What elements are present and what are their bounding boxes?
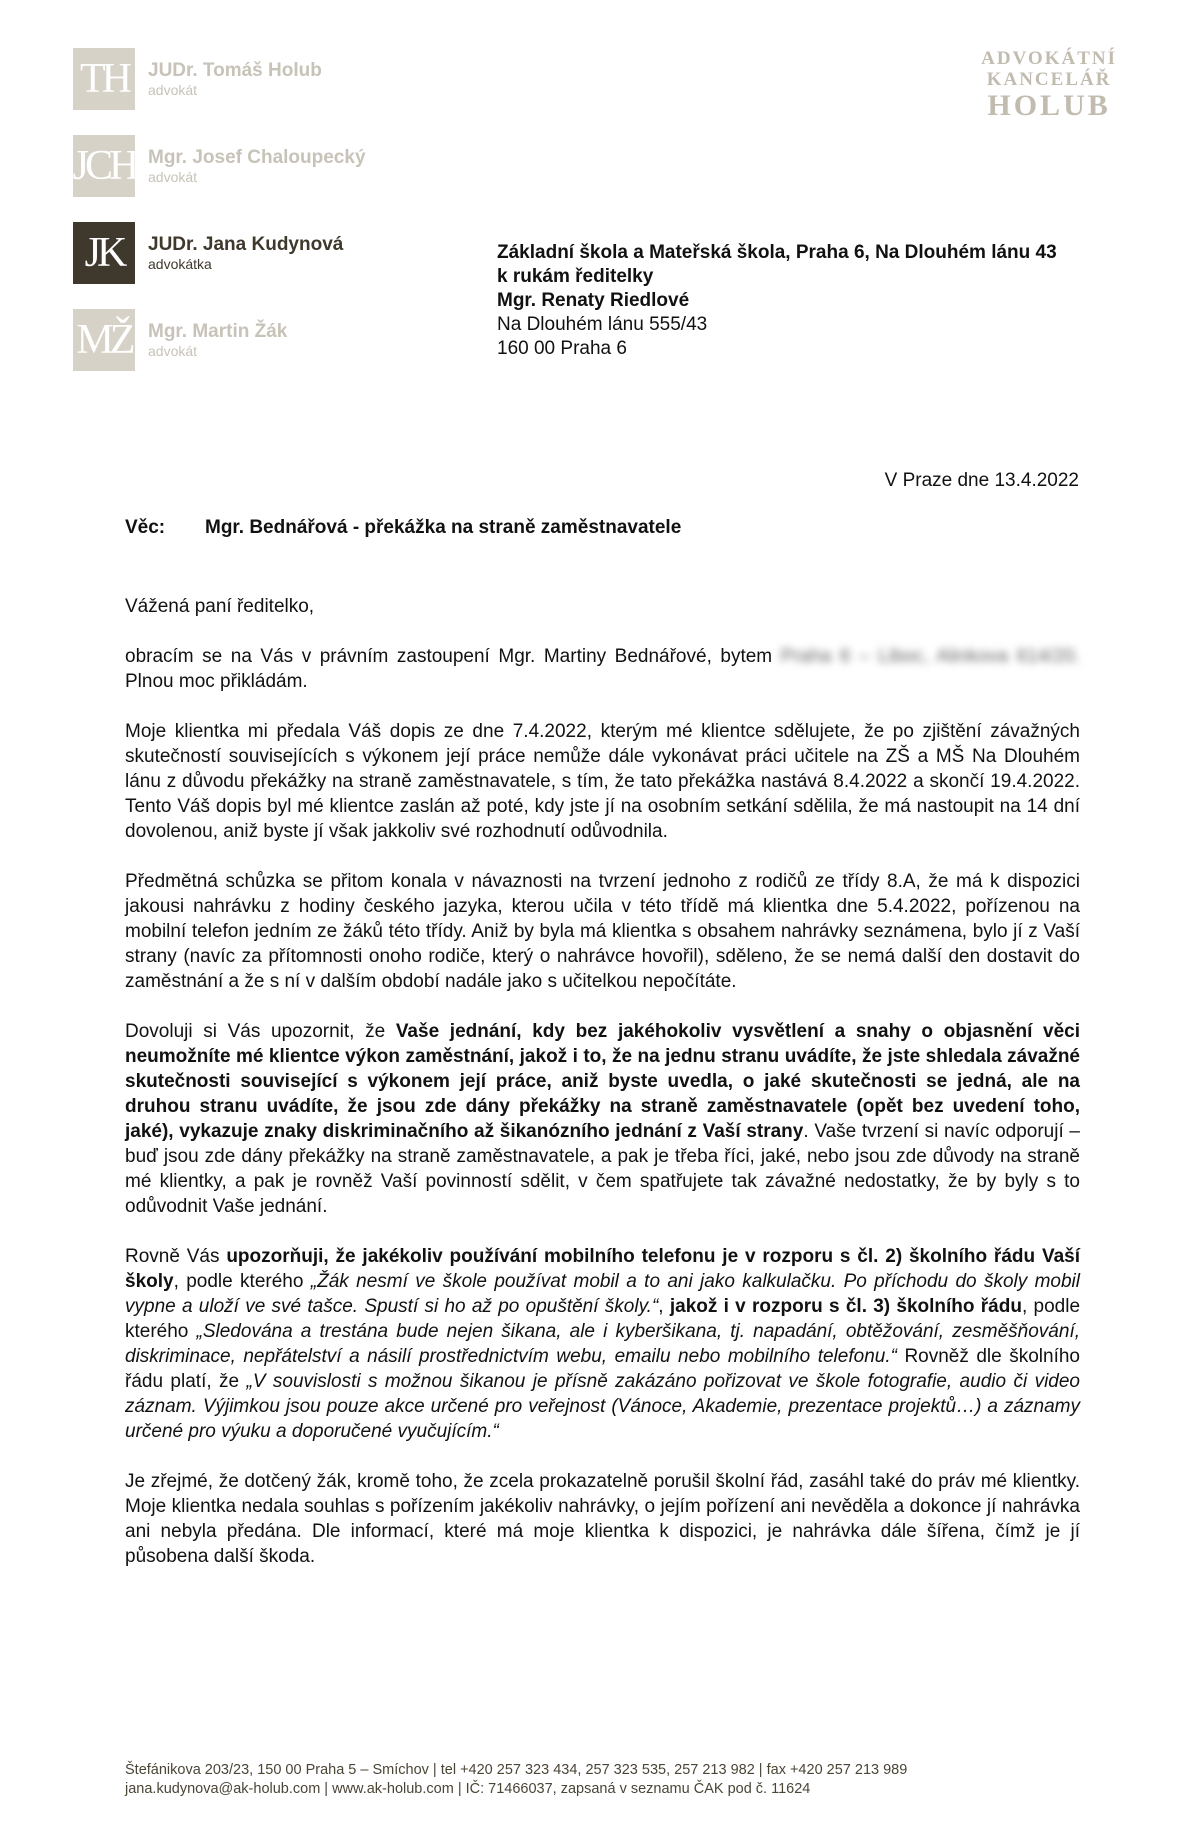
paragraph-5	[125, 1244, 1080, 1444]
lawyer-zak	[73, 309, 287, 371]
p5-text-e: ,	[658, 1296, 670, 1317]
chaloupecky-monogram: JCH	[73, 135, 135, 197]
p1-text: obracím se na Vás v právním zastoupení Mgr. Martiny Bednářové, bytem	[125, 646, 773, 667]
firm-line-1: ADVOKÁTNÍ	[981, 48, 1117, 69]
footer-line-1: Štefánikova 203/23, 150 00 Praha 5 – Smíchov | tel +420 257 323 434, 257 323 535, 257 213 982 | fax +420 257 213 989	[125, 1762, 908, 1778]
recipient-line-2: k rukám ředitelky	[497, 266, 654, 287]
recipient-address	[497, 241, 1057, 361]
firm-line-3: HOLUB	[987, 89, 1111, 122]
zak-monogram: MŽ	[73, 309, 135, 371]
p5-bold-2: jakož i v rozporu s čl. 3) školního řádu	[669, 1296, 1022, 1317]
paragraph-2: Moje klientka mi předala Váš dopis ze dne 7.4.2022, kterým mé klientce sdělujete, že po zjištění závažných skutečností souvisejících s výkonem její práce nemůže dále vykonávat práci učitele na ZŠ a MŠ Na Dlouhém lánu z důvodu překážky na straně zaměstnavatele, s tím, že tato překážka nastává 8.4.2022 a skončí 19.4.2022. Tento Váš dopis byl mé klientce zaslán až poté, kdy jste jí na osobním setkání sdělila, že má nastoupit na 14 dní dovolenou, aniž byste jí však jakkoliv své rozhodnutí odůvodnila.	[125, 721, 1080, 842]
subject-label: Věc:	[125, 517, 166, 538]
paragraph-1	[125, 644, 1080, 694]
paragraph-4	[125, 1019, 1080, 1219]
lawyer-title: advokát	[148, 82, 198, 98]
letter-date: V Praze dne 13.4.2022	[884, 470, 1079, 491]
subject-line	[125, 517, 681, 539]
p5-text-i: Rovněž dle školního řádu platí, že	[125, 1346, 1080, 1392]
redacted-address: Praha 6 – Liboc, Alinkova 614/20.	[780, 646, 1080, 667]
lawyer-name: Mgr. Josef Chaloupecký	[148, 147, 366, 168]
firm-logo	[981, 48, 1117, 122]
recipient-line-3: Mgr. Renaty Riedlové	[497, 290, 690, 311]
p4-bold: Vaše jednání, kdy bez jakéhokoliv vysvětlení a snahy o objasnění věci neumožníte mé klientce výkon zaměstnání, jakož i to, že na jednu stranu uvádíte, že jste shledala závažné skutečnosti související s výkonem její práce, aniž byste uvedla, o jaké skutečnosti se jedná, ale na druhou stranu uvádíte, že jsou zde dány překážky na straně zaměstnavatele (opět bez uvedení toho, jaké), vykazuje znaky diskriminačního až šikanózního jednání z Vaší strany	[125, 1021, 1080, 1142]
salutation: Vážená paní ředitelko,	[125, 596, 315, 617]
subject-text: Mgr. Bednářová - překážka na straně zaměstnavatele	[205, 517, 682, 538]
recipient-line-4: Na Dlouhém lánu 555/43	[497, 314, 708, 335]
lawyer-name: Mgr. Martin Žák	[148, 321, 288, 342]
p5-quote-1: „Žák nesmí ve škole používat mobil a to ani jako kalkulačku. Po příchodu do školy mobil vypne a uloží ve své tašce. Spustí si ho až po opuštění školy.“	[125, 1271, 1080, 1317]
recipient-line-5: 160 00 Praha 6	[497, 338, 627, 359]
lawyer-title: advokát	[148, 169, 198, 185]
p5-text-g: , podle kterého	[125, 1296, 1081, 1342]
lawyer-title: advokát	[148, 343, 198, 359]
lawyer-name: JUDr. Tomáš Holub	[148, 60, 322, 81]
p5-quote-3: „V souvislosti s možnou šikanou je přísně zakázáno pořizovat ve škole fotografie, audio či video záznam. Výjimkou jsou pouze akce určené pro veřejnost (Vánoce, Akademie, prezentace projektů…) a záznamy určené pro výuku a doporučené vyučujícím.“	[125, 1371, 1080, 1442]
recipient-line-1: Základní škola a Mateřská škola, Praha 6, Na Dlouhém lánu 43	[497, 242, 1057, 263]
p5-text-a: Rovně Vás	[125, 1246, 227, 1267]
p1-text-end: Plnou moc přikládám.	[125, 671, 308, 692]
paragraph-3: Předmětná schůzka se přitom konala v návaznosti na tvrzení jednoho z rodičů ze třídy 8.A, že má k dispozici jakousi nahrávku z hodiny českého jazyka, kterou učila v této třídě má klientka dne 5.4.2022, pořízenou na mobilní telefon jedním ze žáků této třídy. Aniž by byla má klientka s obsahem nahrávky seznámena, bylo jí z Vaší strany (navíc za přítomnosti onoho rodiče, který o nahrávce hovořil), sděleno, že se nemá další den dostavit do zaměstnání a že s ní v dalším období nadále jako s učitelkou nepočítáte.	[125, 871, 1080, 992]
p4-text-a: Dovoluji si Vás upozornit, že	[125, 1021, 396, 1042]
lawyer-kudynova	[73, 222, 343, 284]
p5-text-c: , podle kterého	[173, 1271, 311, 1292]
lawyer-chaloupecky	[73, 135, 366, 197]
footer	[125, 1761, 907, 1799]
kudynova-monogram: JK	[73, 222, 135, 284]
lawyer-name: JUDr. Jana Kudynová	[148, 234, 344, 255]
firm-line-2: KANCELÁŘ	[986, 69, 1112, 90]
p4-text-c: . Vaše tvrzení si navíc odporují – buď jsou zde dány překážky na straně zaměstnavatele, a pak je třeba říci, jaké, nebo jsou zde důvody na straně mé klientky, a pak je rovněž Vaší povinností sdělit, v čem spatřujete tak závažné nedostatky, že by byly s to odůvodnit Vaše jednání.	[125, 1121, 1080, 1217]
holub-monogram: TH	[73, 48, 135, 110]
p5-bold-1: upozorňuji, že jakékoliv používání mobilního telefonu je v rozporu s čl. 2) školního řádu Vaší školy	[125, 1246, 1080, 1292]
paragraph-6: Je zřejmé, že dotčený žák, kromě toho, že zcela prokazatelně porušil školní řád, zasáhl také do práv mé klientky. Moje klientka nedala souhlas s pořízením jakékoliv nahrávky, o jejím pořízení ani nevěděla a dokonce jí nahrávka ani nebyla předána. Dle informací, které má moje klientka k dispozici, je nahrávka dále šířena, čímž je jí působena další škoda.	[125, 1471, 1080, 1567]
p5-quote-2: „Sledována a trestána bude nejen šikana, ale i kyberšikana, tj. napadání, obtěžování, zesměšňování, diskriminace, nepřátelství a násilí prostřednictvím webu, emailu nebo mobilního telefonu.“	[125, 1321, 1080, 1367]
lawyer-holub	[73, 48, 322, 110]
lawyer-title: advokátka	[148, 256, 212, 272]
letter-body	[125, 594, 1080, 1594]
footer-line-2: jana.kudynova@ak-holub.com | www.ak-holub.com | IČ: 71466037, zapsaná v seznamu ČAK pod č. 11624	[125, 1781, 811, 1797]
